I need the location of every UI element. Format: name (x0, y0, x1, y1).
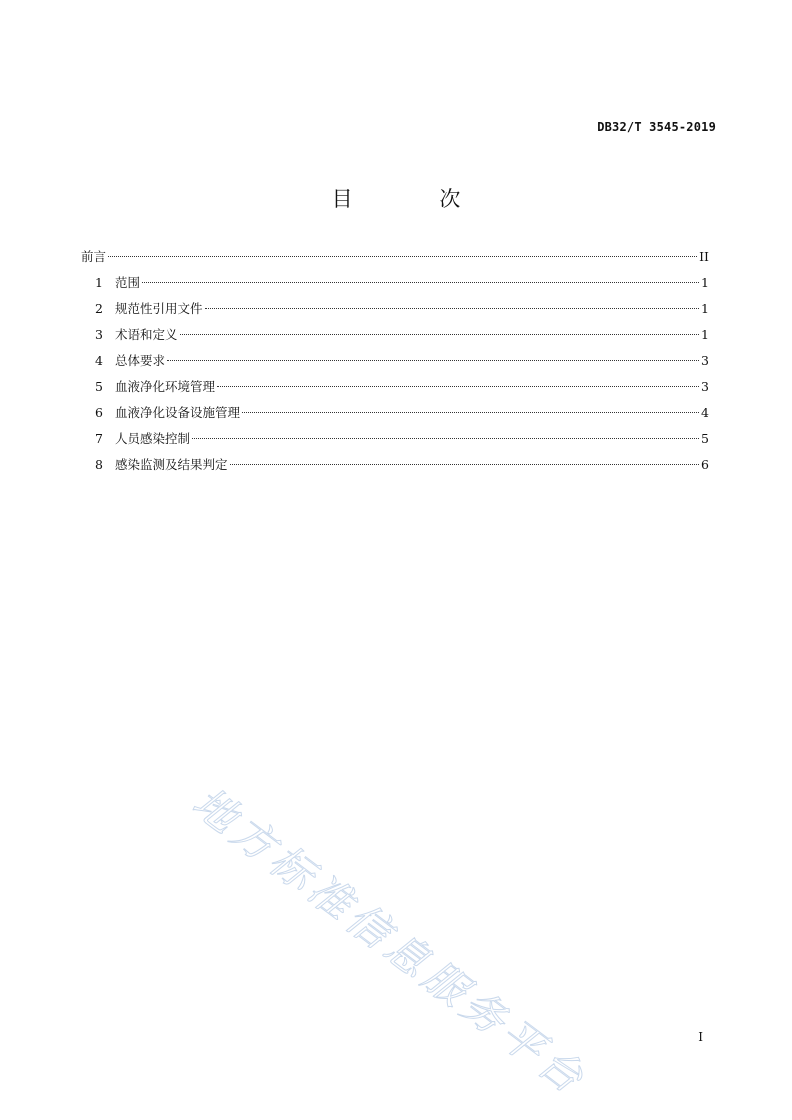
toc-entry-label: 范围 (115, 275, 141, 290)
toc-leader-dots (230, 464, 700, 465)
toc-entry-number: 7 (95, 431, 103, 446)
toc-entry-page: 3 (701, 353, 709, 368)
toc-entry-label: 总体要求 (115, 353, 166, 368)
toc-leader-dots (217, 386, 699, 387)
toc-entry-6[interactable] (95, 404, 709, 430)
toc-entry-2[interactable] (95, 300, 709, 326)
toc-entry-label: 人员感染控制 (115, 431, 191, 446)
toc-entry-number: 8 (95, 457, 103, 472)
toc-entry-8[interactable] (95, 456, 709, 482)
toc-leader-dots (192, 438, 699, 439)
table-of-contents (81, 248, 709, 482)
toc-entry-page: 1 (701, 301, 709, 316)
toc-entry-1[interactable] (95, 274, 709, 300)
toc-leader-dots (142, 282, 699, 283)
toc-entry-number: 4 (95, 353, 103, 368)
toc-entry-page: 5 (701, 431, 709, 446)
toc-entry-5[interactable] (95, 378, 709, 404)
toc-entry-page: 3 (701, 379, 709, 394)
toc-leader-dots (242, 412, 699, 413)
toc-leader-dots (108, 256, 697, 257)
toc-entry-foreword[interactable] (81, 248, 709, 274)
toc-entry-label: 规范性引用文件 (115, 301, 203, 316)
watermark: 地方标准信息服务平台 (183, 777, 597, 1106)
toc-entry-page: 4 (701, 405, 709, 420)
toc-leader-dots (167, 360, 699, 361)
page-number: I (698, 1030, 703, 1044)
toc-entry-page: 6 (701, 457, 709, 472)
toc-entry-number: 1 (95, 275, 103, 290)
toc-entry-page: 1 (701, 275, 709, 290)
toc-entry-label: 血液净化环境管理 (115, 379, 216, 394)
toc-entry-number: 5 (95, 379, 103, 394)
toc-entry-number: 3 (95, 327, 103, 342)
toc-entry-4[interactable] (95, 352, 709, 378)
toc-title: 目 次 (331, 187, 501, 211)
toc-entry-label: 血液净化设备设施管理 (115, 405, 241, 420)
toc-entry-number: 2 (95, 301, 103, 316)
toc-entry-7[interactable] (95, 430, 709, 456)
toc-entry-3[interactable] (95, 326, 709, 352)
toc-entry-label: 前言 (81, 249, 107, 264)
toc-entry-number: 6 (95, 405, 103, 420)
document-code: DB32/T 3545-2019 (597, 120, 716, 134)
toc-entry-page: 1 (701, 327, 709, 342)
toc-entry-label: 术语和定义 (115, 327, 178, 342)
toc-leader-dots (180, 334, 700, 335)
toc-entry-page: II (699, 249, 709, 264)
toc-entry-label: 感染监测及结果判定 (115, 457, 228, 472)
toc-leader-dots (205, 308, 700, 309)
